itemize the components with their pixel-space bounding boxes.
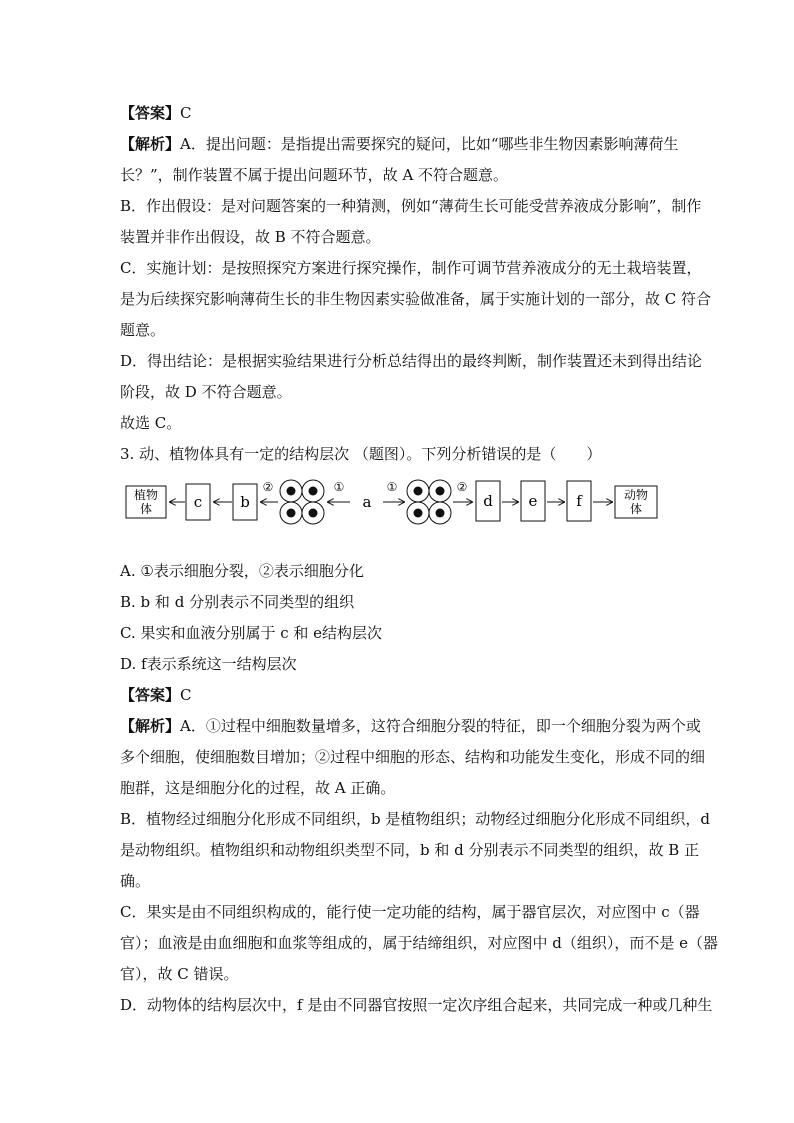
structure-level-diagram [120, 470, 668, 556]
text-line: 题意。 [120, 321, 166, 339]
process-1-label: ① [386, 480, 398, 494]
process-2-label: ② [456, 480, 468, 494]
plant-body-label-2: 体 [139, 502, 153, 516]
text-line: C．果实是由不同组织构成的，能行使一定功能的结构，属于器官层次，对应图中 c（器 [120, 903, 700, 921]
diagram-svg [120, 470, 668, 556]
text-line: 确。 [120, 872, 151, 890]
text-line: 阶段，故 D 不符合题意。 [120, 383, 292, 401]
analysis-line: 【解析】A．提出问题：是指提出需要探究的疑问，比如“哪些非生物因素影响薄荷生 [120, 135, 679, 153]
text-line: 装置并非作出假设，故 B 不符合题意。 [120, 228, 381, 246]
analysis-line: 【解析】A．①过程中细胞数量增多，这符合细胞分裂的特征，即一个细胞分裂为两个或 [120, 717, 701, 735]
text-line: 故选 C。 [120, 414, 182, 432]
option-d: D. f表示系统这一结构层次 [120, 655, 297, 673]
text-line: 长？”，制作装置不属于提出问题环节，故 A 不符合题意。 [120, 166, 509, 184]
option-a: A. ①表示细胞分裂，②表示细胞分化 [120, 562, 364, 580]
text-line: 是为后续探究影响薄荷生长的非生物因素实验做准备，属于实施计划的一部分，故 C 符合 [120, 290, 712, 308]
text-line: 是动物组织。植物组织和动物组织类型不同，b 和 d 分别表示不同类型的组织，故 B 正 [120, 841, 700, 859]
animal-body-label-2: 体 [629, 502, 643, 516]
option-b: B. b 和 d 分别表示不同类型的组织 [120, 593, 355, 611]
label-d: d [483, 492, 493, 510]
option-c: C. 果实和血液分别属于 c 和 e结构层次 [120, 624, 383, 642]
label-f: f [576, 492, 582, 510]
text-line: 胞群，这是细胞分化的过程，故 A 正确。 [120, 779, 396, 797]
text-line: D．动物体的结构层次中，f 是由不同器官按照一定次序组合起来，共同完成一种或几种生 [120, 996, 713, 1014]
document-page [120, 98, 719, 1021]
process-1-label: ① [333, 480, 345, 494]
question-stem: 3. 动、植物体具有一定的结构层次 （题图）。下列分析错误的是（ ） [120, 445, 602, 463]
text-line: 多个细胞，使细胞数目增加；②过程中细胞的形态、结构和功能发生变化，形成不同的细 [120, 748, 706, 766]
text-line: D．得出结论：是根据实验结果进行分析总结得出的最终判断，制作装置还未到得出结论 [120, 352, 703, 370]
text-line: B．植物经过细胞分化形成不同组织，b 是植物组织；动物经过细胞分化形成不同组织，d [120, 810, 710, 828]
label-b: b [240, 493, 250, 511]
process-2-label: ② [262, 480, 274, 494]
label-c: c [193, 493, 203, 511]
animal-body-label-1: 动物 [623, 488, 649, 502]
label-a: a [362, 493, 372, 511]
answer-line-1: 【答案】C [120, 104, 192, 122]
label-e: e [528, 492, 538, 510]
text-line: 官），故 C 错误。 [120, 965, 239, 983]
text-line: 官）；血液是由血细胞和血浆等组成的，属于结缔组织，对应图中 d（组织），而不是 e（器 [120, 934, 719, 952]
plant-body-label-1: 植物 [133, 488, 159, 502]
plant-cell-cluster [280, 480, 324, 524]
answer-line-2: 【答案】C [120, 686, 192, 704]
animal-cell-cluster [407, 480, 451, 524]
text-line: C．实施计划：是按照探究方案进行探究操作，制作可调节营养液成分的无土栽培装置， [120, 259, 702, 277]
text-line: B．作出假设：是对问题答案的一种猜测，例如“薄荷生长可能受营养液成分影响”，制作 [120, 197, 702, 215]
